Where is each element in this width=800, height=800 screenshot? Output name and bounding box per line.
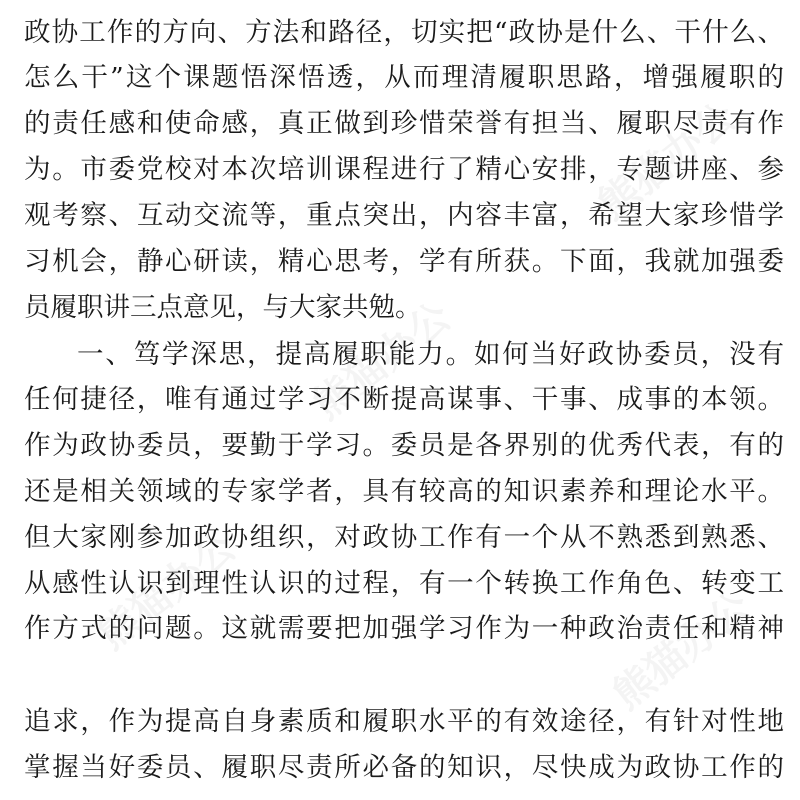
text-line: 还是相关领域的专家学者，具有较高的知识素养和理论水平。 <box>24 476 784 507</box>
text-line: 的责任感和使命感，真正做到珍惜荣誉有担当、履职尽责有作 <box>24 108 784 139</box>
text-line: 任何捷径，唯有通过学习不断提高谋事、干事、成事的本领。 <box>24 384 784 415</box>
text-line: 但大家刚参加政协组织，对政协工作有一个从不熟悉到熟悉、 <box>24 522 784 553</box>
text-line: 员履职讲三点意见，与大家共勉。 <box>24 292 422 323</box>
paragraph-first-line: 一、笃学深思，提高履职能力。如何当好政协委员，没有 <box>77 339 784 370</box>
text-line: 怎么干”这个课题悟深悟透，从而理清履职思路，增强履职的 <box>24 62 784 93</box>
text-line: 政协工作的方向、方法和路径，切实把“政协是什么、干什么、 <box>24 17 784 48</box>
text-line: 观考察、互动交流等，重点突出，内容丰富，希望大家珍惜学 <box>24 200 784 231</box>
watermark: 熊猫办公 <box>589 93 745 229</box>
text-line: 习机会，静心研读，精心思考，学有所获。下面，我就加强委 <box>24 246 784 277</box>
text-line: 作为政协委员，要勤于学习。委员是各界别的优秀代表，有的 <box>24 430 784 461</box>
text-line: 从感性认识到理性认识的过程，有一个转换工作角色、转变工 <box>24 568 784 599</box>
watermark: 熊猫办公 <box>304 293 460 429</box>
watermark: 熊猫办公 <box>604 583 760 719</box>
text-line: 为。市委党校对本次培训课程进行了精心安排，专题讲座、参 <box>24 154 784 185</box>
watermark: 熊猫办公 <box>89 523 245 659</box>
text-line: 追求，作为提高自身素质和履职水平的有效途径，有针对性地 <box>24 706 784 737</box>
text-line: 掌握当好委员、履职尽责所必备的知识，尽快成为政协工作的 <box>24 752 784 783</box>
text-line: 作方式的问题。这就需要把加强学习作为一种政治责任和精神 <box>24 613 784 644</box>
